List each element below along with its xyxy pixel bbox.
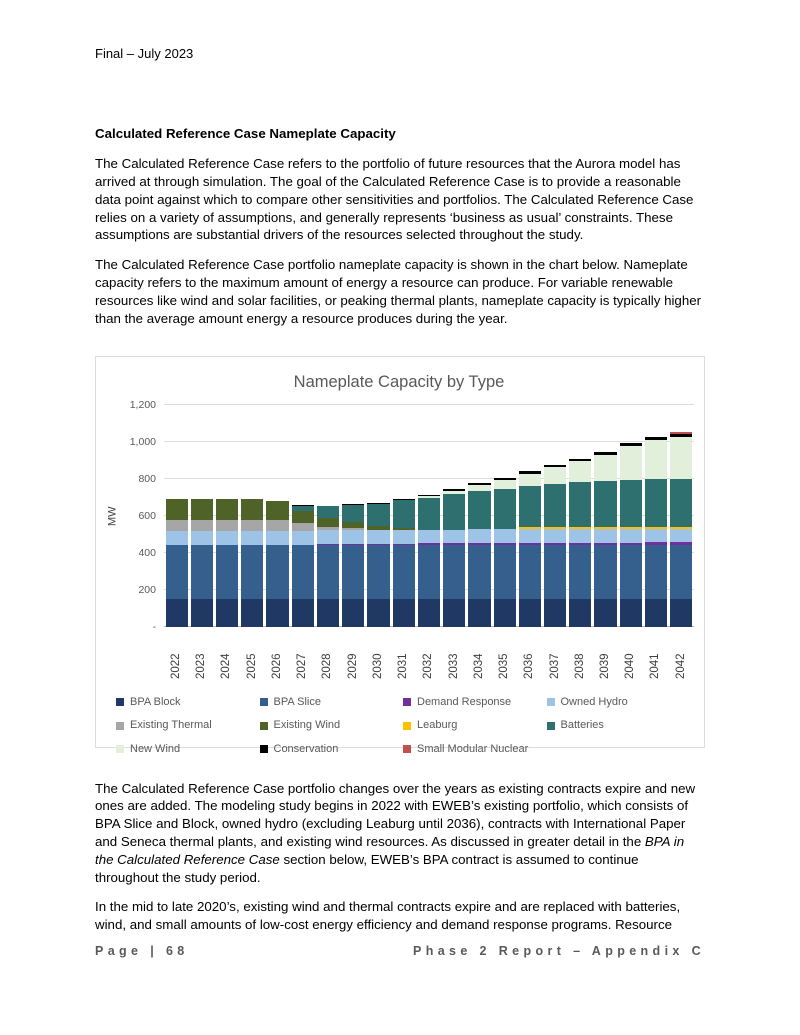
legend-swatch: [116, 745, 124, 753]
bar-segment: [418, 530, 440, 544]
bar-segment: [544, 467, 566, 484]
bar-segment: [670, 479, 692, 527]
bar-segment: [519, 545, 541, 599]
y-axis-title: MW: [106, 505, 119, 526]
bar-segment: [468, 529, 490, 543]
legend-label: Leaburg: [417, 719, 458, 732]
x-tick-label: 2027: [296, 653, 309, 679]
bar-segment: [393, 530, 415, 544]
legend-swatch: [260, 698, 268, 706]
x-axis-labels: [164, 627, 694, 679]
paragraph-italic-section-ref: BPA in the Calculated Reference Case: [95, 833, 685, 867]
bar-segment: [594, 455, 616, 481]
legend-item: [260, 695, 404, 710]
bar-segment: [645, 545, 667, 599]
bar-segment: [191, 599, 213, 627]
bar-segment: [266, 520, 288, 531]
bar-segment: [494, 489, 516, 529]
bar-segment: [367, 599, 389, 627]
y-tick-label: 400: [138, 546, 156, 559]
x-tick-label: 2031: [397, 653, 410, 679]
bar-segment: [393, 545, 415, 599]
bar-segment: [317, 518, 339, 527]
bar-segment: [594, 599, 616, 627]
bar-segment: [594, 481, 616, 527]
bar-segment: [241, 520, 263, 531]
paragraph-portfolio-changes-tail: section below, EWEB’s BPA contract is assumed to continue throughout the study period.: [95, 851, 639, 885]
bar-segment: [569, 599, 591, 627]
bar-segment: [494, 529, 516, 543]
y-axis-ticks: [122, 398, 164, 633]
bar-segment: [594, 529, 616, 543]
bar-segment: [292, 511, 314, 523]
bar-segment: [418, 599, 440, 627]
bar-segment: [443, 494, 465, 529]
bar-segment: [519, 486, 541, 528]
x-tick-label: 2037: [548, 653, 561, 679]
x-tick-label: 2033: [447, 653, 460, 679]
bar-segment: [166, 545, 188, 599]
legend-swatch: [403, 745, 411, 753]
legend-swatch: [116, 698, 124, 706]
plot-area: [164, 405, 694, 627]
bar-segment: [569, 545, 591, 599]
footer-report-title: Phase 2 Report – Appendix C: [412, 944, 705, 959]
x-tick-label: 2039: [598, 653, 611, 679]
y-tick-label: 1,000: [129, 435, 156, 448]
page-header: Final – July 2023: [95, 46, 194, 61]
bar-segment: [317, 545, 339, 599]
legend-label: Existing Wind: [273, 719, 341, 732]
bar-segment: [544, 599, 566, 627]
bar-segment: [670, 529, 692, 543]
bar-segment: [494, 545, 516, 599]
y-tick-label: -: [152, 620, 156, 633]
paragraph-mid-2020s: In the mid to late 2020’s, existing wind and thermal contracts expire and are replaced with batteries, wind, and small amounts of low-cost energy efficiency and demand response programs. Resource: [95, 899, 681, 933]
bar-segment: [166, 599, 188, 627]
legend-swatch: [260, 745, 268, 753]
bar-segment: [519, 529, 541, 543]
bar-segment: [241, 545, 263, 599]
bar-segment: [569, 461, 591, 481]
bar-segment: [393, 500, 415, 528]
page-footer: [95, 943, 705, 960]
bar-segment: [494, 480, 516, 489]
bars-container: [164, 405, 694, 627]
bar-segment: [670, 545, 692, 599]
bar-segment: [393, 599, 415, 627]
bar-segment: [418, 498, 440, 529]
bar-segment: [292, 531, 314, 545]
legend-label: Conservation: [273, 743, 339, 756]
x-tick-label: 2040: [624, 653, 637, 679]
bar-segment: [468, 491, 490, 529]
paragraph-portfolio-changes-text: The Calculated Reference Case portfolio changes over the years as existing contracts expire and new ones are added. The modeling study begins in 2022 with EWEB’s existing portfolio, which consists of BPA Slice and Block, owned hydro (excluding Leaburg until 2036), contracts with International Paper and Seneca thermal plants, and existing wind resources. As discussed in greater detail in the: [95, 780, 696, 849]
bar-segment: [191, 520, 213, 531]
legend-item: [547, 718, 691, 733]
stacked-bar-2038: [568, 405, 593, 627]
bar-segment: [166, 531, 188, 545]
legend-swatch: [547, 698, 555, 706]
x-tick-label: 2029: [346, 653, 359, 679]
section-heading: Calculated Reference Case Nameplate Capacity: [95, 126, 396, 142]
bar-segment: [292, 545, 314, 599]
stacked-bar-2040: [618, 405, 643, 627]
stacked-bar-2042: [669, 405, 694, 627]
stacked-bar-2041: [643, 405, 668, 627]
stacked-bar-2037: [543, 405, 568, 627]
stacked-bar-2032: [416, 405, 441, 627]
stacked-bar-2034: [467, 405, 492, 627]
bar-segment: [494, 599, 516, 627]
bar-segment: [266, 599, 288, 627]
stacked-bar-2024: [214, 405, 239, 627]
bar-segment: [191, 499, 213, 520]
bar-segment: [367, 530, 389, 544]
legend-label: Owned Hydro: [560, 695, 628, 708]
legend-item: [403, 695, 547, 710]
bar-segment: [544, 545, 566, 599]
bar-segment: [468, 599, 490, 627]
bar-segment: [292, 523, 314, 530]
paragraph-nameplate-capacity: The Calculated Reference Case portfolio nameplate capacity is shown in the chart below. Nameplate capacity refers to the maximum amount of energy a resource can produce. For variable renewable resources like wind and solar facilities, or peaking thermal plants, nameplate capacity is typically higher than the average amount energy a resource produces during the year.: [95, 257, 702, 326]
bar-segment: [443, 545, 465, 599]
y-tick-label: 200: [138, 583, 156, 596]
bar-segment: [191, 531, 213, 545]
legend-item: [403, 718, 547, 733]
bar-segment: [241, 531, 263, 545]
bar-segment: [468, 545, 490, 599]
bar-segment: [342, 505, 364, 522]
legend-label: Existing Thermal: [130, 719, 212, 732]
stacked-bar-2022: [164, 405, 189, 627]
x-tick-label: 2030: [371, 653, 384, 679]
bar-segment: [645, 440, 667, 479]
paragraph-reference-case-intro: The Calculated Reference Case refers to the portfolio of future resources that the Aurora model has arrived at through simulation. The goal of the Calculated Reference Case is to provide a reasonable data point against which to compare other sensitivities and portfolios. The Calculated Reference Case relies on a variety of assumptions, and generally represents ‘business as usual’ constraints. These assumptions are substantial drivers of the resources selected throughout the study.: [95, 156, 694, 243]
legend-swatch: [403, 698, 411, 706]
bar-segment: [670, 599, 692, 627]
bar-segment: [418, 545, 440, 599]
x-tick-label: 2041: [649, 653, 662, 679]
bar-segment: [670, 437, 692, 479]
legend-swatch: [260, 722, 268, 730]
y-tick-label: 600: [138, 509, 156, 522]
bar-segment: [645, 599, 667, 627]
bar-segment: [317, 530, 339, 544]
y-tick-label: 1,200: [129, 398, 156, 411]
bar-segment: [620, 480, 642, 527]
stacked-bar-2035: [492, 405, 517, 627]
legend-item: [547, 695, 691, 710]
legend-label: New Wind: [130, 743, 181, 756]
bar-segment: [216, 545, 238, 599]
y-tick-label: 800: [138, 472, 156, 485]
paragraph-portfolio-changes: [95, 780, 705, 887]
stacked-bar-2026: [265, 405, 290, 627]
legend-label: BPA Block: [130, 695, 181, 708]
legend-label: Small Modular Nuclear: [417, 743, 529, 756]
bar-segment: [342, 599, 364, 627]
bar-segment: [266, 501, 288, 519]
bar-segment: [544, 484, 566, 527]
x-tick-label: 2042: [674, 653, 687, 679]
bar-segment: [266, 531, 288, 545]
bar-segment: [317, 506, 339, 517]
stacked-bar-2025: [240, 405, 265, 627]
bar-segment: [367, 545, 389, 599]
legend-item: [403, 742, 547, 757]
chart-plot-grid: [104, 398, 694, 679]
footer-page-number: Page | 68: [95, 944, 189, 959]
bar-segment: [317, 599, 339, 627]
bar-segment: [443, 530, 465, 544]
bar-segment: [519, 474, 541, 486]
x-tick-label: 2032: [422, 653, 435, 679]
stacked-bar-2027: [290, 405, 315, 627]
stacked-bar-2029: [341, 405, 366, 627]
x-tick-label: 2023: [195, 653, 208, 679]
x-tick-label: 2024: [220, 653, 233, 679]
bar-segment: [166, 520, 188, 531]
bar-segment: [620, 599, 642, 627]
x-tick-label: 2028: [321, 653, 334, 679]
legend-label: BPA Slice: [273, 695, 321, 708]
nameplate-capacity-chart: [95, 356, 705, 756]
bar-segment: [216, 599, 238, 627]
bar-segment: [620, 446, 642, 480]
bar-segment: [216, 520, 238, 531]
legend-label: Demand Response: [417, 695, 512, 708]
stacked-bar-2039: [593, 405, 618, 627]
x-tick-label: 2038: [573, 653, 586, 679]
legend-item: [116, 742, 260, 757]
bar-segment: [342, 530, 364, 544]
legend-swatch: [547, 722, 555, 730]
x-tick-label: 2025: [245, 653, 258, 679]
bar-segment: [569, 482, 591, 527]
x-tick-label: 2035: [497, 653, 510, 679]
stacked-bar-2028: [315, 405, 340, 627]
legend-item: [116, 695, 260, 710]
bar-segment: [620, 529, 642, 543]
legend-swatch: [403, 722, 411, 730]
chart-title: Nameplate Capacity by Type: [293, 372, 505, 391]
bar-segment: [594, 545, 616, 599]
bar-segment: [216, 499, 238, 520]
x-tick-label: 2022: [169, 653, 182, 679]
x-tick-label: 2036: [523, 653, 536, 679]
stacked-bar-2030: [366, 405, 391, 627]
bar-segment: [519, 599, 541, 627]
legend-item: [260, 742, 404, 757]
bar-segment: [342, 545, 364, 599]
bar-segment: [241, 599, 263, 627]
x-tick-label: 2034: [472, 653, 485, 679]
chart-legend: [104, 685, 694, 763]
legend-swatch: [116, 722, 124, 730]
bar-segment: [166, 499, 188, 520]
stacked-bar-2036: [517, 405, 542, 627]
bar-segment: [292, 599, 314, 627]
bar-segment: [367, 504, 389, 526]
bar-segment: [620, 545, 642, 599]
bar-segment: [216, 531, 238, 545]
legend-item: [116, 718, 260, 733]
stacked-bar-2033: [442, 405, 467, 627]
bar-segment: [241, 499, 263, 520]
x-tick-label: 2026: [270, 653, 283, 679]
bar-segment: [191, 545, 213, 599]
bar-segment: [645, 529, 667, 543]
legend-label: Batteries: [560, 719, 604, 732]
bar-segment: [645, 479, 667, 527]
bar-segment: [569, 529, 591, 543]
stacked-bar-2023: [189, 405, 214, 627]
stacked-bar-2031: [391, 405, 416, 627]
bar-segment: [443, 599, 465, 627]
bar-segment: [266, 545, 288, 599]
legend-item: [260, 718, 404, 733]
bar-segment: [544, 529, 566, 543]
